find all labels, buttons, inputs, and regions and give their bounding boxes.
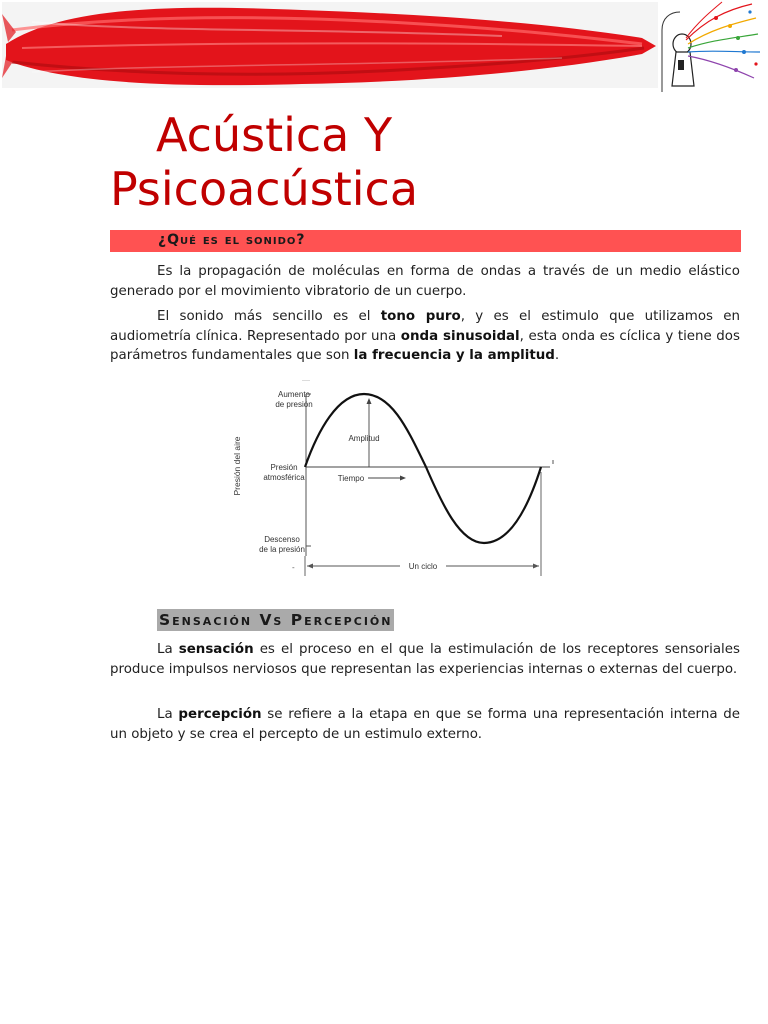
section-heading-sensation-perception: Sensación Vs Percepción <box>159 611 393 629</box>
header-banner <box>0 0 768 96</box>
section-heading-sound: ¿Qué es el sonido? <box>158 232 306 248</box>
musical-mascot-icon <box>656 0 764 94</box>
document-title <box>110 108 730 216</box>
text-run: , esta onda es cíclica y tiene dos parámetros fundamentales que son <box>110 328 740 363</box>
sine-wave-figure <box>228 380 558 586</box>
text-run: es el proceso en el que la estimulación de los receptores sensoriales produce impulsos nerviosos que representan las experiencias internas o externas del cuerpo. <box>110 642 740 677</box>
time-arrow-head <box>400 476 406 481</box>
cycle-arrow-right-head <box>533 564 539 569</box>
title-line-2: Psicoacústica <box>110 162 419 216</box>
text-run: La <box>157 642 179 657</box>
label-pressure-increase-line1: Aumento <box>277 390 311 399</box>
section2-heading-wrap <box>157 609 394 631</box>
paragraph-definition: Es la propagación de moléculas en forma de ondas a través de un medio elástico generado por el movimiento vibratorio de un cuerpo. <box>110 264 740 299</box>
cycle-arrow-left-head <box>307 564 313 569</box>
y-axis-label: Presión del aire <box>232 436 242 496</box>
paragraph-perception <box>110 705 740 744</box>
bold-term-pure-tone: tono puro <box>380 309 461 324</box>
amplitude-label: Amplitud <box>348 434 380 443</box>
bold-term-perception: percepción <box>178 707 262 722</box>
bold-term-sine-wave: onda sinusoidal <box>400 328 520 344</box>
label-pressure-increase-line2: de presión <box>275 400 313 409</box>
section-heading-bar <box>110 230 741 252</box>
text-run: El sonido más sencillo es el <box>157 309 381 324</box>
title-line-1: Acústica Y <box>156 108 393 162</box>
paragraph-pure-tone <box>110 307 740 366</box>
text-run: se refiere a la etapa en que se forma una representación interna de un objeto y se crea el percepto de un estimulo externo. <box>110 707 740 742</box>
red-brush-stroke-image <box>2 2 658 88</box>
text-run: . <box>554 348 560 363</box>
text-run: , y es el estimulo que utilizamos en audiometría clínica. Representado por una <box>110 309 741 344</box>
cycle-label: Un ciclo <box>408 562 438 571</box>
time-label: Tiempo <box>337 474 365 483</box>
text-run: La <box>157 707 179 722</box>
bold-term-frequency-amplitude: la frecuencia y la amplitud <box>353 348 555 363</box>
label-pressure-decrease-line2: de la presión <box>259 545 305 554</box>
label-atmospheric-line2: atmosférica <box>263 473 305 482</box>
label-pressure-decrease-line1: Descenso <box>264 535 300 544</box>
amplitude-arrow-head <box>367 398 372 404</box>
bold-term-sensation: sensación <box>178 642 254 657</box>
label-atmospheric-line1: Presión <box>270 463 298 472</box>
paragraph-sensation <box>110 640 740 679</box>
axis-mark: - <box>292 563 295 572</box>
sine-wave-curve <box>305 394 541 543</box>
